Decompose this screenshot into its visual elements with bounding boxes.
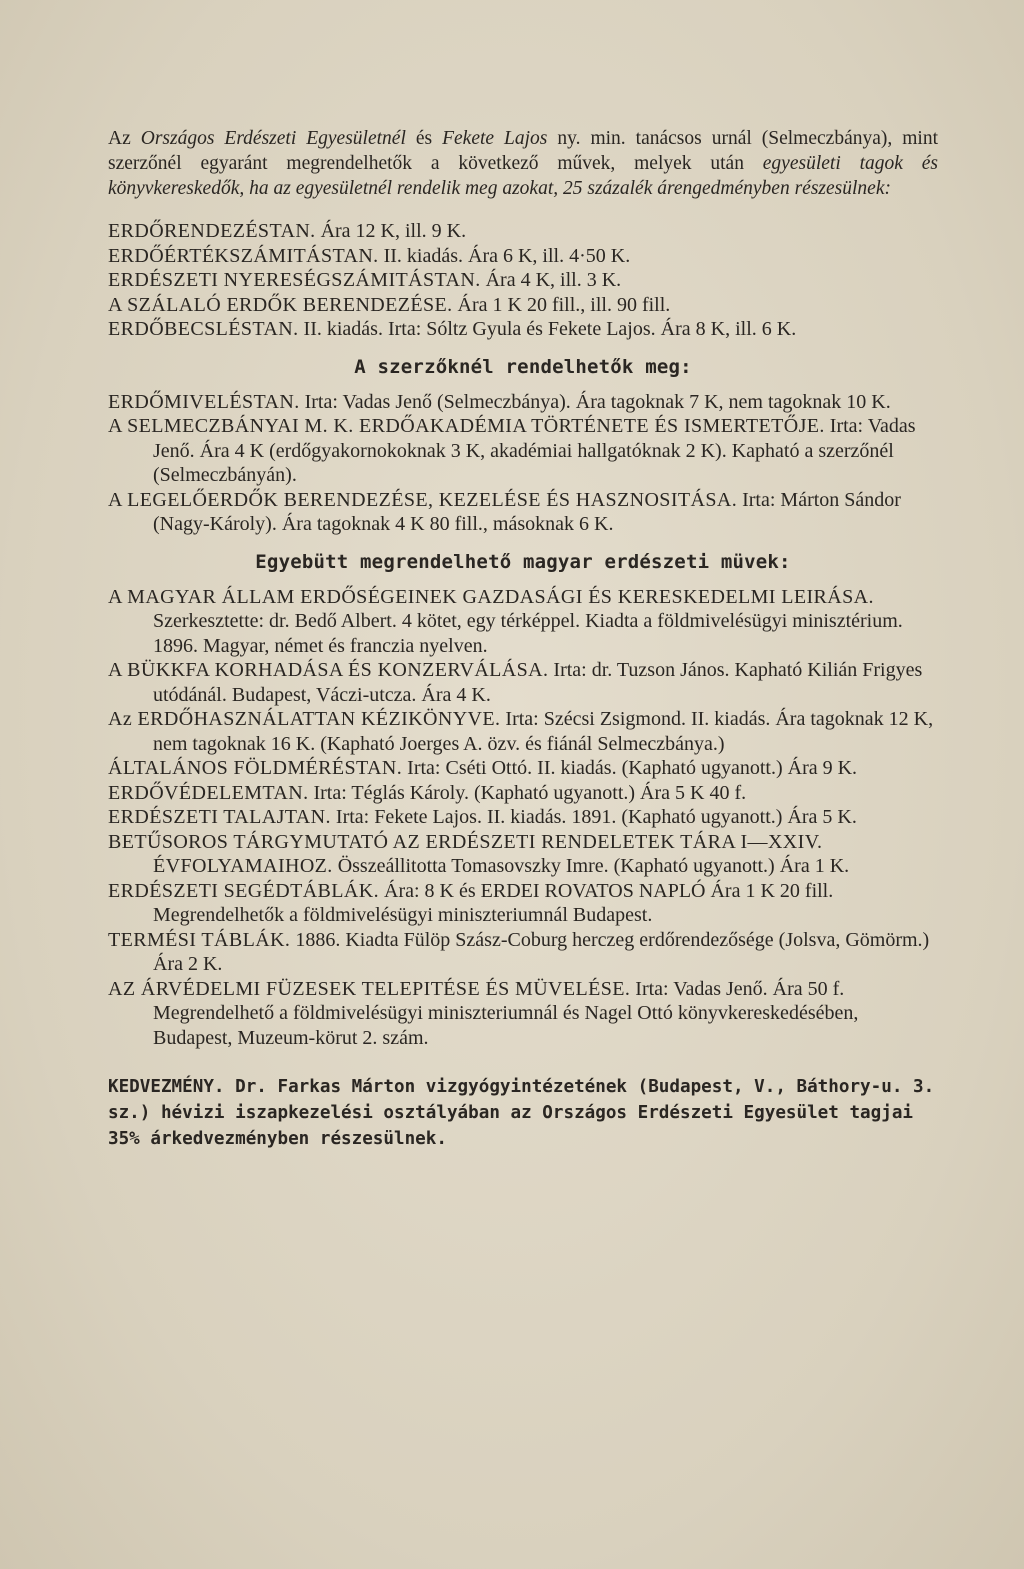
book-entry [108,977,938,1051]
book-entry [108,390,938,415]
book-entry [108,414,938,488]
book-title: ÁLTALÁNOS FÖLDMÉRÉSTAN. [108,757,403,779]
book-details: Irta: Szécsi Zsigmond. II. kiadás. Ára tagoknak 12 K, nem tagoknak 16 K. (Kapható Joerges A. özv. és fiánál Selmeczbánya.) [153,708,934,755]
book-details: Irta: Fekete Lajos. II. kiadás. 1891. (Kapható ugyanott.) Ára 5 K. [330,806,857,828]
book-title: ERDŐÉRTÉKSZÁMITÁSTAN. [108,244,379,267]
book-title: A SELMECZBÁNYAI M. K. ERDŐAKADÉMIA TÖRTÉNETE ÉS ISMERTETŐJE. [108,415,825,437]
book-entry [108,219,938,244]
book-entry [108,244,938,269]
book-entry [108,488,938,537]
book-title: ERDŐBECSLÉSTAN. [108,318,299,340]
book-entry [108,585,938,659]
book-list-association [108,219,938,342]
book-entry [108,756,938,781]
book-entry [108,658,938,707]
book-details: Irta: Cséti Ottó. II. kiadás. (Kapható ugyanott.) Ára 9 K. [402,757,858,779]
book-entry [108,805,938,830]
book-details: Irta: Vadas Jenő. Ára 50 f. Megrendelhető a földmivelésügyi miniszteriumnál és Nagel Ottó könyvkereskedésében, Budapest, Muzeum-körut 2. szám. [153,977,859,1049]
book-entry [108,707,938,756]
book-details: Irta: Téglás Károly. (Kapható ugyanott.) Ára 5 K 40 f. [308,781,747,804]
book-title: ERDÉSZETI NYERESÉGSZÁMITÁSTAN. [108,269,481,291]
book-entry [108,293,938,318]
book-list-other [108,585,938,1051]
book-entry [108,781,938,806]
book-title: ERDŐMIVELÉSTAN. [108,390,300,413]
book-title: A MAGYAR ÁLLAM ERDŐSÉGEINEK GAZDASÁGI ÉS KERESKEDELMI LEIRÁSA. [108,585,874,608]
book-title: BETŰSOROS TÁRGYMUTATÓ AZ ERDÉSZETI RENDELETEK TÁRA I—XXIV. ÉVFOLYAMAIHOZ. [108,830,823,877]
discount-notice: KEDVEZMÉNY. Dr. Farkas Márton vizgyógyintézetének (Budapest, V., Báthory-u. 3. sz.) hévizi iszapkezelési osztályában az Országos Erdészeti Egyesület tagjai 35% árkedvezményben részesülnek. [108,1077,935,1149]
book-details: II. kiadás. Irta: Sóltz Gyula és Fekete Lajos. Ára 8 K, ill. 6 K. [298,318,797,340]
book-details: II. kiadás. Ára 6 K, ill. 4·50 K. [378,244,631,267]
advertisement-content [108,126,938,1152]
section-heading-other: Egyebütt megrendelhető magyar erdészeti müvek: [255,550,791,573]
book-entry [108,830,938,879]
book-title: AZ ÁRVÉDELMI FÜZESEK TELEPITÉSE ÉS MÜVELÉSE. [108,977,631,1000]
book-details: Irta: Márton Sándor (Nagy-Károly). Ára tagoknak 4 K 80 fill., másoknak 6 K. [153,488,901,535]
book-title: ERDÉSZETI TALAJTAN. [108,806,331,828]
book-entry [108,317,938,342]
book-entry [108,268,938,293]
book-details: Irta: Vadas Jenő. Ára 4 K (erdőgyakornokoknak 3 K, akadémiai hallgatóknak 2 K). Kapható a szerzőnél (Selmeczbányán). [153,415,916,486]
book-title: A LEGELŐERDŐK BERENDEZÉSE, KEZELÉSE ÉS HASZNOSITÁSA. [108,488,738,511]
book-details: Ára 1 K 20 fill., ill. 90 fill. [452,293,671,316]
book-details: Ára 12 K, ill. 9 K. [315,220,467,242]
book-list-authors [108,390,938,537]
book-details: Szerkesztette: dr. Bedő Albert. 4 kötet, egy térképpel. Kiadta a földmivelésügyi minisztérium. 1896. Magyar, német és franczia nyelven. [153,610,903,657]
book-details: Irta: dr. Tuzson János. Kapható Kilián Frigyes utódánál. Budapest, Váczi-utcza. Ára 4 K. [153,659,923,706]
intro-text: ny. min. tanácsos urnál (Selmeczbánya), mint szerzőnél egyaránt megrendelhetők a következő művek, melyek után [108,128,938,174]
intro-text: és [405,128,443,149]
intro-paragraph [108,126,938,201]
book-title: ERDŐRENDEZÉSTAN. [108,220,316,242]
intro-text: Az [108,128,141,149]
section-heading-authors: A szerzőknél rendelhetők meg: [354,355,692,378]
book-title: ERDÉSZETI SEGÉDTÁBLÁK. [108,879,379,902]
intro-italic-publisher: Országos Erdészeti Egyesületnél [140,128,406,149]
book-details: Ára: 8 K és ERDEI ROVATOS NAPLÓ Ára 1 K 20 fill. Megrendelhetők a földmivelésügyi miniszteriumnál Budapest. [153,879,834,926]
book-details: Ára 4 K, ill. 3 K. [480,269,622,291]
book-title: A BÜKKFA KORHADÁSA ÉS KONZERVÁLÁSA. [108,659,549,681]
book-title: Az ERDŐHASZNÁLATTAN KÉZIKÖNYVE. [108,708,501,730]
book-title: TERMÉSI TÁBLÁK. [108,928,291,951]
book-details: 1886. Kiadta Fülöp Szász-Coburg herczeg erdőrendezősége (Jolsva, Gömörm.) Ára 2 K. [153,928,930,975]
book-details: Irta: Vadas Jenő (Selmeczbánya). Ára tagoknak 7 K, nem tagoknak 10 K. [299,390,891,413]
book-entry [108,928,938,977]
book-title: A SZÁLALÓ ERDŐK BERENDEZÉSE. [108,293,453,316]
book-details: Összeállitotta Tomasovszky Imre. (Kapható ugyanott.) Ára 1 K. [332,855,850,877]
intro-italic-author: Fekete Lajos [442,128,548,149]
intro-italic-discount: egyesületi tagok és könyvkereskedők, ha az egyesületnél rendelik meg azokat, 25 százalék árengedményben részesülnek: [108,153,938,199]
book-entry [108,879,938,928]
book-title: ERDŐVÉDELEMTAN. [108,781,309,804]
